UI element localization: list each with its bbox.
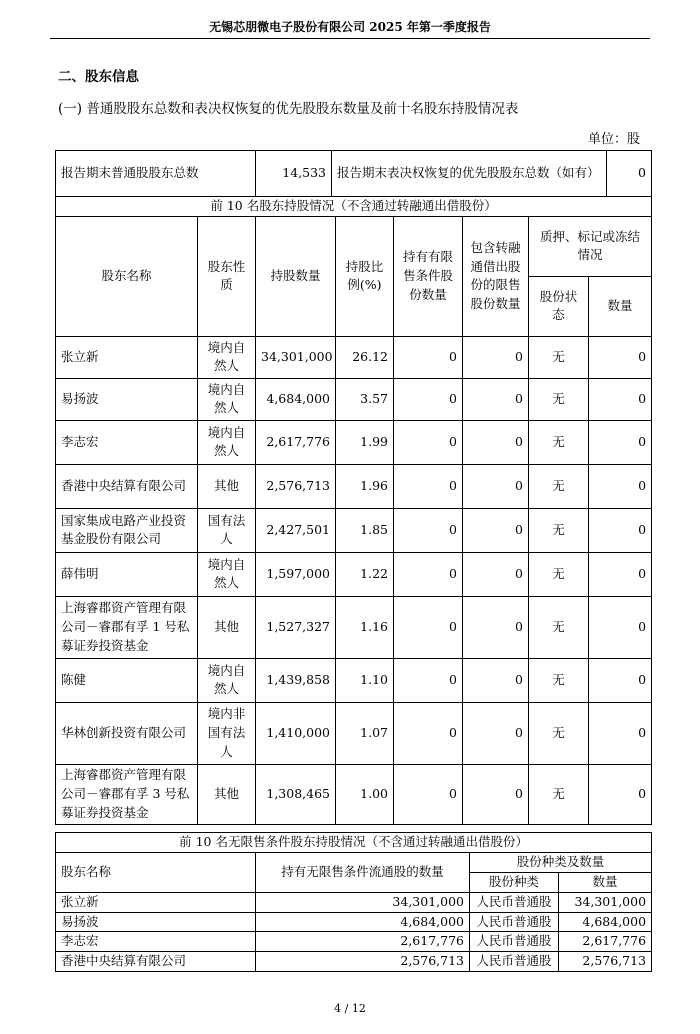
shareholder-nature-cell: 境内自然人 (198, 336, 256, 378)
shares-held-cell: 4,684,000 (256, 378, 336, 420)
pledge-status-cell: 无 (529, 464, 589, 508)
pledge-quantity-cell: 0 (589, 464, 652, 508)
shares-held-cell: 1,308,465 (256, 764, 336, 824)
lent-restricted-shares-cell: 0 (463, 702, 529, 764)
table-row (56, 336, 652, 378)
holding-ratio-cell: 1.22 (336, 552, 394, 596)
pledge-quantity-cell: 0 (589, 508, 652, 552)
pledge-quantity-cell: 0 (589, 552, 652, 596)
share-type-cell: 人民币普通股 (470, 932, 559, 952)
restricted-shares-cell: 0 (394, 336, 463, 378)
unrestricted-name-cell: 张立新 (56, 892, 256, 912)
unrestricted-count-cell: 2,576,713 (256, 952, 470, 972)
total-shareholders-value: 14,533 (256, 151, 332, 197)
page-header: 无锡芯朋微电子股份有限公司 2025 年第一季度报告 (209, 20, 491, 34)
unrestricted-name-cell: 李志宏 (56, 932, 256, 952)
lent-restricted-shares-cell: 0 (463, 336, 529, 378)
table-row (56, 378, 652, 420)
header-share-quantity: 数量 (559, 872, 652, 892)
shareholder-nature-cell: 其他 (198, 464, 256, 508)
total-shareholders-label: 报告期末普通股股东总数 (56, 151, 256, 197)
lent-restricted-shares-cell: 0 (463, 464, 529, 508)
preferred-shareholders-value: 0 (607, 151, 652, 197)
unrestricted-shareholders-table (55, 832, 652, 972)
unrestricted-count-cell: 4,684,000 (256, 912, 470, 932)
restricted-shares-cell: 0 (394, 764, 463, 824)
shares-held-cell: 2,576,713 (256, 464, 336, 508)
shareholder-name-cell: 香港中央结算有限公司 (56, 464, 198, 508)
header-shareholder-nature: 股东性质 (198, 216, 256, 336)
restricted-shares-cell: 0 (394, 464, 463, 508)
pledge-quantity-cell: 0 (589, 702, 652, 764)
pledge-quantity-cell: 0 (589, 596, 652, 658)
shares-held-cell: 2,617,776 (256, 420, 336, 464)
pledge-quantity-cell: 0 (589, 336, 652, 378)
header-holding-ratio: 持股比例(%) (336, 216, 394, 336)
pledge-status-cell: 无 (529, 764, 589, 824)
pledge-quantity-cell: 0 (589, 420, 652, 464)
table-row (56, 552, 652, 596)
preferred-shareholders-label: 报告期末表决权恢复的优先股股东总数（如有） (332, 151, 607, 197)
restricted-shares-cell: 0 (394, 596, 463, 658)
shareholder-nature-cell: 境内自然人 (198, 420, 256, 464)
shareholder-nature-cell: 境内非国有法人 (198, 702, 256, 764)
unrestricted-count-cell: 34,301,000 (256, 892, 470, 912)
shareholder-name-cell: 国家集成电路产业投资基金股份有限公司 (56, 508, 198, 552)
shareholder-nature-cell: 境内自然人 (198, 658, 256, 702)
unrestricted-name-cell: 易扬波 (56, 912, 256, 932)
holding-ratio-cell: 1.00 (336, 764, 394, 824)
unrestricted-caption: 前 10 名无限售条件股东持股情况（不含通过转融通出借股份） (56, 833, 652, 853)
table-row (56, 764, 652, 824)
header-shareholder-name: 股东名称 (56, 216, 198, 336)
header-shares-held: 持股数量 (256, 216, 336, 336)
page-number: 4 / 12 (334, 1002, 366, 1015)
pledge-status-cell: 无 (529, 420, 589, 464)
shareholder-nature-cell: 其他 (198, 764, 256, 824)
holding-ratio-cell: 1.96 (336, 464, 394, 508)
restricted-shares-cell: 0 (394, 508, 463, 552)
shareholder-nature-cell: 境内自然人 (198, 552, 256, 596)
shareholder-name-cell: 薛伟明 (56, 552, 198, 596)
pledge-status-cell: 无 (529, 596, 589, 658)
shareholder-nature-cell: 境内自然人 (198, 378, 256, 420)
lent-restricted-shares-cell: 0 (463, 552, 529, 596)
share-quantity-cell: 2,617,776 (559, 932, 652, 952)
table-row (56, 658, 652, 702)
pledge-status-cell: 无 (529, 508, 589, 552)
shareholder-name-cell: 华林创新投资有限公司 (56, 702, 198, 764)
subsection-title: (一) 普通股股东总数和表决权恢复的优先股股东数量及前十名股东持股情况表 (58, 101, 519, 117)
shares-held-cell: 2,427,501 (256, 508, 336, 552)
lent-restricted-shares-cell: 0 (463, 378, 529, 420)
table-row (56, 702, 652, 764)
header-pledge-quantity: 数量 (589, 276, 652, 336)
restricted-shares-cell: 0 (394, 552, 463, 596)
shareholder-name-cell: 陈健 (56, 658, 198, 702)
shareholder-name-cell: 易扬波 (56, 378, 198, 420)
shares-held-cell: 1,597,000 (256, 552, 336, 596)
shareholder-summary-table (55, 150, 652, 197)
lent-restricted-shares-cell: 0 (463, 596, 529, 658)
holding-ratio-cell: 1.10 (336, 658, 394, 702)
header-share-type-group: 股份种类及数量 (470, 852, 652, 872)
shareholder-name-cell: 上海睿郡资产管理有限公司－睿郡有孚 1 号私募证券投资基金 (56, 596, 198, 658)
pledge-quantity-cell: 0 (589, 378, 652, 420)
share-quantity-cell: 2,576,713 (559, 952, 652, 972)
table-row (56, 952, 652, 972)
table-row (56, 508, 652, 552)
table-row (56, 912, 652, 932)
restricted-shares-cell: 0 (394, 420, 463, 464)
unit-label: 单位：股 (587, 132, 640, 147)
shareholder-name-cell: 李志宏 (56, 420, 198, 464)
pledge-quantity-cell: 0 (589, 658, 652, 702)
share-type-cell: 人民币普通股 (470, 912, 559, 932)
header-lent-restricted-shares: 包含转融通借出股份的限售股份数量 (463, 216, 529, 336)
shareholder-name-cell: 上海睿郡资产管理有限公司－睿郡有孚 3 号私募证券投资基金 (56, 764, 198, 824)
top10-shareholders-table (55, 196, 652, 825)
shares-held-cell: 34,301,000 (256, 336, 336, 378)
section-title: 二、股东信息 (58, 69, 139, 85)
header-unrestricted-name: 股东名称 (56, 852, 256, 892)
table-row (56, 596, 652, 658)
shareholder-nature-cell: 国有法人 (198, 508, 256, 552)
pledge-status-cell: 无 (529, 378, 589, 420)
restricted-shares-cell: 0 (394, 702, 463, 764)
holding-ratio-cell: 3.57 (336, 378, 394, 420)
shares-held-cell: 1,439,858 (256, 658, 336, 702)
header-share-type: 股份种类 (470, 872, 559, 892)
pledge-quantity-cell: 0 (589, 764, 652, 824)
lent-restricted-shares-cell: 0 (463, 508, 529, 552)
pledge-status-cell: 无 (529, 658, 589, 702)
lent-restricted-shares-cell: 0 (463, 420, 529, 464)
holding-ratio-cell: 1.85 (336, 508, 394, 552)
header-divider (50, 38, 650, 39)
top10-caption: 前 10 名股东持股情况（不含通过转融通出借股份） (56, 197, 652, 217)
lent-restricted-shares-cell: 0 (463, 658, 529, 702)
share-quantity-cell: 4,684,000 (559, 912, 652, 932)
holding-ratio-cell: 1.99 (336, 420, 394, 464)
pledge-status-cell: 无 (529, 552, 589, 596)
table-row (56, 932, 652, 952)
shares-held-cell: 1,410,000 (256, 702, 336, 764)
holding-ratio-cell: 26.12 (336, 336, 394, 378)
header-restricted-shares: 持有有限售条件股份数量 (394, 216, 463, 336)
table-row (56, 892, 652, 912)
pledge-status-cell: 无 (529, 336, 589, 378)
restricted-shares-cell: 0 (394, 378, 463, 420)
share-quantity-cell: 34,301,000 (559, 892, 652, 912)
table-row (56, 464, 652, 508)
unrestricted-name-cell: 香港中央结算有限公司 (56, 952, 256, 972)
table-row (56, 420, 652, 464)
unrestricted-count-cell: 2,617,776 (256, 932, 470, 952)
header-pledge-group: 质押、标记或冻结情况 (529, 216, 652, 276)
holding-ratio-cell: 1.07 (336, 702, 394, 764)
header-unrestricted-count: 持有无限售条件流通股的数量 (256, 852, 470, 892)
restricted-shares-cell: 0 (394, 658, 463, 702)
lent-restricted-shares-cell: 0 (463, 764, 529, 824)
share-type-cell: 人民币普通股 (470, 952, 559, 972)
holding-ratio-cell: 1.16 (336, 596, 394, 658)
shareholder-name-cell: 张立新 (56, 336, 198, 378)
pledge-status-cell: 无 (529, 702, 589, 764)
header-pledge-status: 股份状态 (529, 276, 589, 336)
shareholder-nature-cell: 其他 (198, 596, 256, 658)
shares-held-cell: 1,527,327 (256, 596, 336, 658)
share-type-cell: 人民币普通股 (470, 892, 559, 912)
